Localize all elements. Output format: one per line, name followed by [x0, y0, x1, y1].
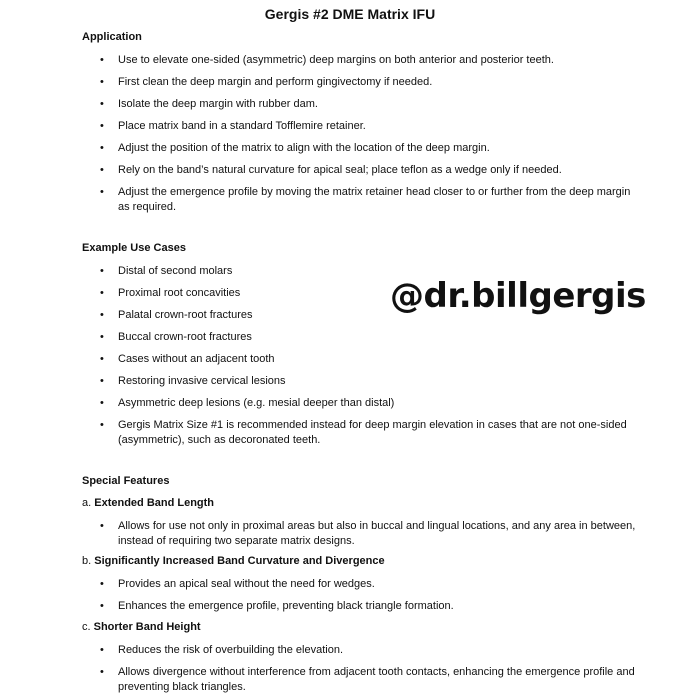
- bullet-icon: •: [100, 265, 104, 277]
- bullet-icon: •: [100, 98, 104, 110]
- list-item: • Isolate the deep margin with rubber dam.: [100, 98, 318, 110]
- bullet-icon: •: [100, 644, 104, 656]
- list-item: • Rely on the band’s natural curvature for apical seal; place teflon as a wedge only if needed.: [100, 164, 562, 176]
- application-heading: Application: [82, 31, 142, 43]
- bullet-icon: •: [100, 164, 104, 176]
- bullet-icon: •: [100, 419, 104, 431]
- list-item: • First clean the deep margin and perform gingivectomy if needed.: [100, 76, 433, 88]
- feature-subheading: c. Shorter Band Height: [82, 621, 201, 633]
- bullet-icon: •: [100, 353, 104, 365]
- bullet-icon: •: [100, 600, 104, 612]
- list-item: • Reduces the risk of overbuilding the elevation.: [100, 644, 344, 656]
- use-cases-heading: Example Use Cases: [82, 242, 186, 254]
- list-item: • Distal of second molars: [100, 265, 233, 277]
- list-item: • Place matrix band in a standard Tofflemire retainer.: [100, 120, 366, 132]
- bullet-icon: •: [100, 397, 104, 409]
- list-item: • Palatal crown-root fractures: [100, 309, 253, 321]
- social-handle-watermark: @dr.billgergis: [390, 276, 646, 316]
- bullet-icon: •: [100, 666, 104, 678]
- list-item: • Use to elevate one-sided (asymmetric) deep margins on both anterior and posterior teeth.: [100, 54, 554, 66]
- bullet-icon: •: [100, 287, 104, 299]
- bullet-icon: •: [100, 186, 104, 198]
- document-title: Gergis #2 DME Matrix IFU: [264, 6, 436, 22]
- list-item: • Buccal crown-root fractures: [100, 331, 252, 343]
- feature-subheading: a. Extended Band Length: [82, 497, 215, 509]
- list-item: • Adjust the position of the matrix to align with the location of the deep margin.: [100, 142, 490, 154]
- bullet-icon: •: [100, 120, 104, 132]
- feature-subheading: b. Significantly Increased Band Curvature and Divergence: [82, 555, 385, 567]
- bullet-icon: •: [100, 331, 104, 343]
- list-item: • Gergis Matrix Size #1 is recommended instead for deep margin elevation in cases that are not one-sided (asymmetric), such as decoronated teeth.: [100, 419, 627, 446]
- list-item: • Allows divergence without interference from adjacent tooth contacts, enhancing the emergence profile and preventing black triangles.: [100, 666, 635, 693]
- list-item: • Adjust the emergence profile by moving the matrix retainer head closer to or further from the deep margin as required.: [100, 186, 631, 213]
- list-item: • Provides an apical seal without the need for wedges.: [100, 578, 375, 590]
- list-item: • Restoring invasive cervical lesions: [100, 375, 286, 387]
- list-item: • Proximal root concavities: [100, 287, 241, 299]
- bullet-icon: •: [100, 578, 104, 590]
- list-item: • Asymmetric deep lesions (e.g. mesial deeper than distal): [100, 397, 395, 409]
- bullet-icon: •: [100, 142, 104, 154]
- list-item: • Enhances the emergence profile, preventing black triangle formation.: [100, 600, 454, 612]
- list-item: • Allows for use not only in proximal areas but also in buccal and lingual locations, and any area in between, instead of requiring two separate matrix designs.: [100, 520, 636, 547]
- bullet-icon: •: [100, 54, 104, 66]
- special-features-heading: Special Features: [82, 475, 170, 487]
- bullet-icon: •: [100, 375, 104, 387]
- bullet-icon: •: [100, 309, 104, 321]
- bullet-icon: •: [100, 76, 104, 88]
- bullet-icon: •: [100, 520, 104, 532]
- list-item: • Cases without an adjacent tooth: [100, 353, 275, 365]
